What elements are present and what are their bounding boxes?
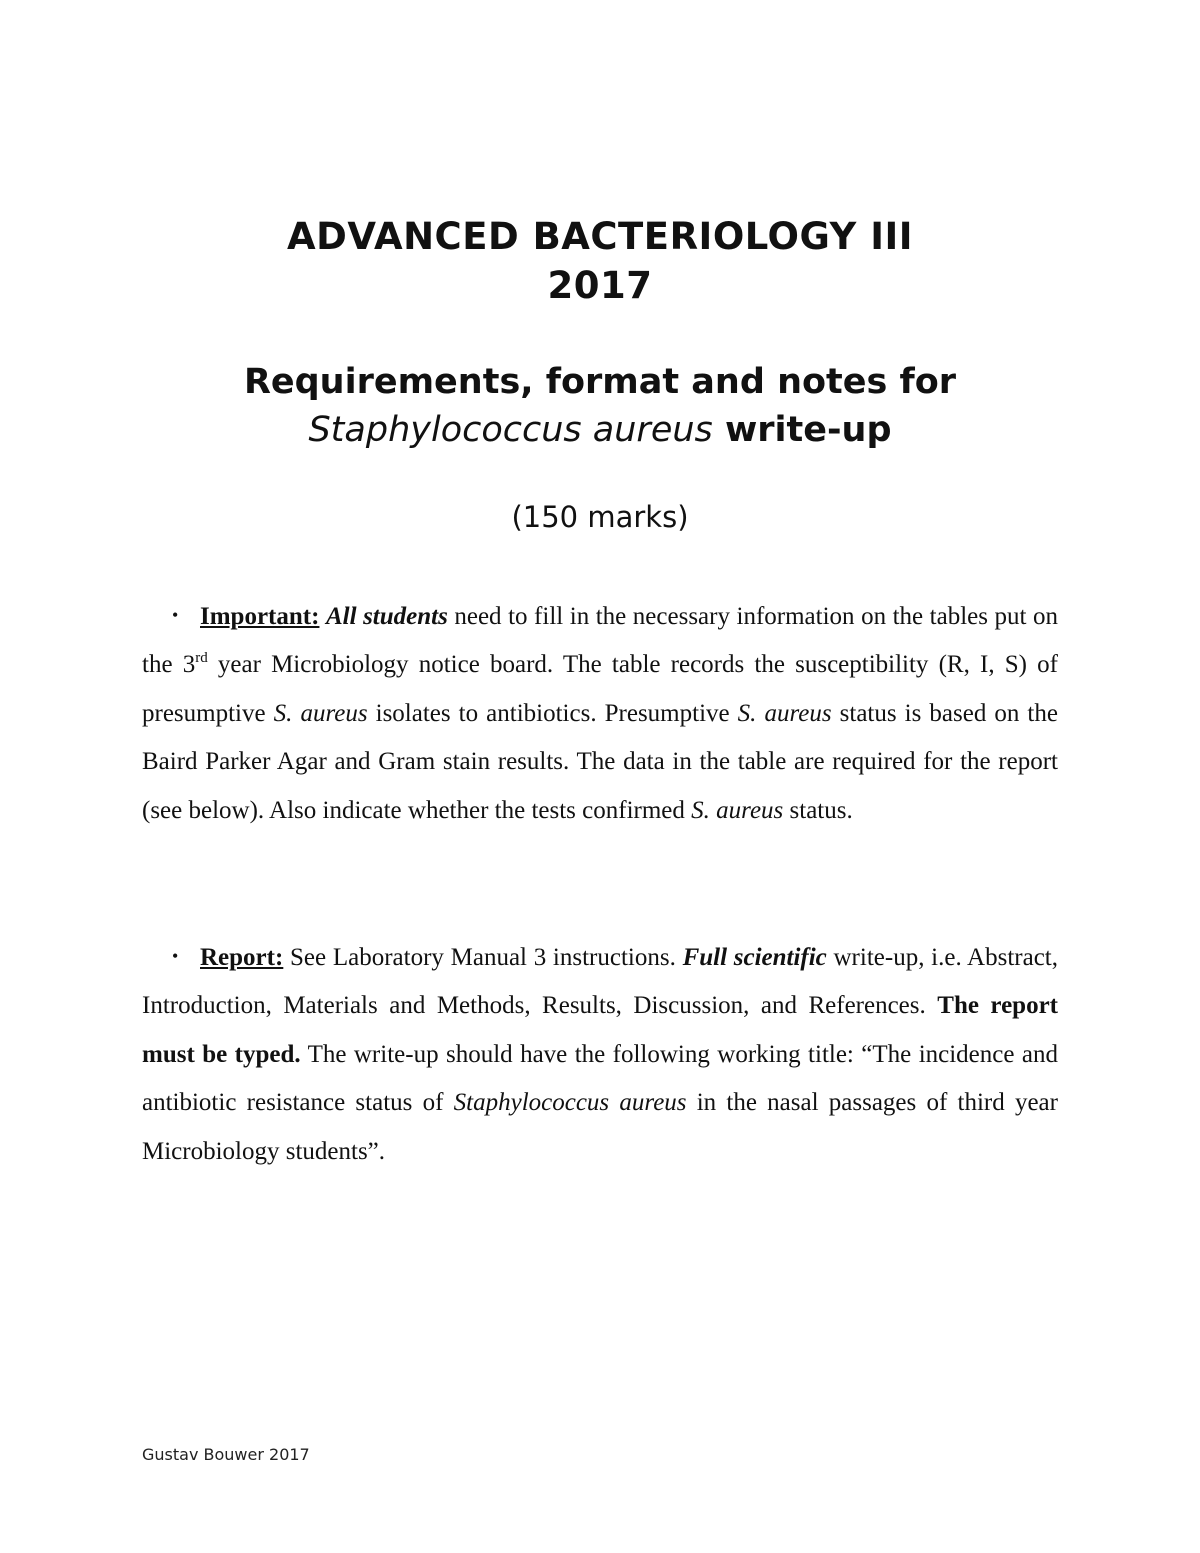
subtitle-line-1: Requirements, format and notes for	[243, 362, 957, 402]
bullet-icon: •	[172, 605, 179, 625]
report-text-1: See Laboratory Manual 3 instructions.	[283, 944, 683, 971]
report-typed-note: The report must be typed.	[142, 992, 1058, 1068]
report-text-2: write-up, i.e. Abstract, Introduction, Materials and Methods, Results, Discussion, and References.	[142, 944, 1058, 1020]
organism-name: S. aureus	[691, 796, 784, 824]
organism-name: Staphylococcus aureus	[453, 1089, 687, 1117]
bullet-icon: •	[172, 946, 179, 966]
report-text-4: in the nasal passages of third year Microbiology students”.	[142, 1089, 1058, 1165]
important-paragraph	[142, 591, 1058, 835]
subtitle-line-2	[0, 406, 1200, 454]
report-paragraph	[142, 932, 1058, 1176]
report-label: Report:	[200, 944, 284, 971]
important-emphasis: All students	[325, 603, 448, 630]
important-text-6: status.	[783, 796, 853, 824]
subtitle-suffix: write-up	[712, 410, 892, 450]
subtitle-organism: Staphylococcus aureus	[308, 410, 713, 450]
report-text-3: The write-up should have the following working title: “The incidence and antibiotic resistance status of	[142, 1040, 1058, 1117]
document-year: 2017	[547, 264, 653, 307]
important-text-4: isolates to antibiotics. Presumptive	[367, 699, 738, 727]
important-text-5: status is based on the Baird Parker Agar and Gram stain results. The data in the table are required for the report (see below). Also indicate whether the tests confirmed	[142, 699, 1058, 824]
important-label: Important:	[200, 603, 320, 630]
report-emphasis: Full scientific	[682, 944, 827, 971]
page-footer: Gustav Bouwer 2017	[142, 1445, 310, 1464]
important-text-2: need to fill in the necessary information on the tables put on the 3	[142, 603, 1058, 679]
important-text-3: year Microbiology notice board. The table records the susceptibility (R, I, S) of presumptive	[142, 651, 1058, 727]
document-title: ADVANCED BACTERIOLOGY III	[286, 215, 914, 258]
ordinal-superscript: rd	[195, 650, 208, 667]
organism-name: S. aureus	[273, 699, 368, 727]
organism-name: S. aureus	[737, 699, 832, 727]
marks-total: (150 marks)	[511, 500, 689, 534]
